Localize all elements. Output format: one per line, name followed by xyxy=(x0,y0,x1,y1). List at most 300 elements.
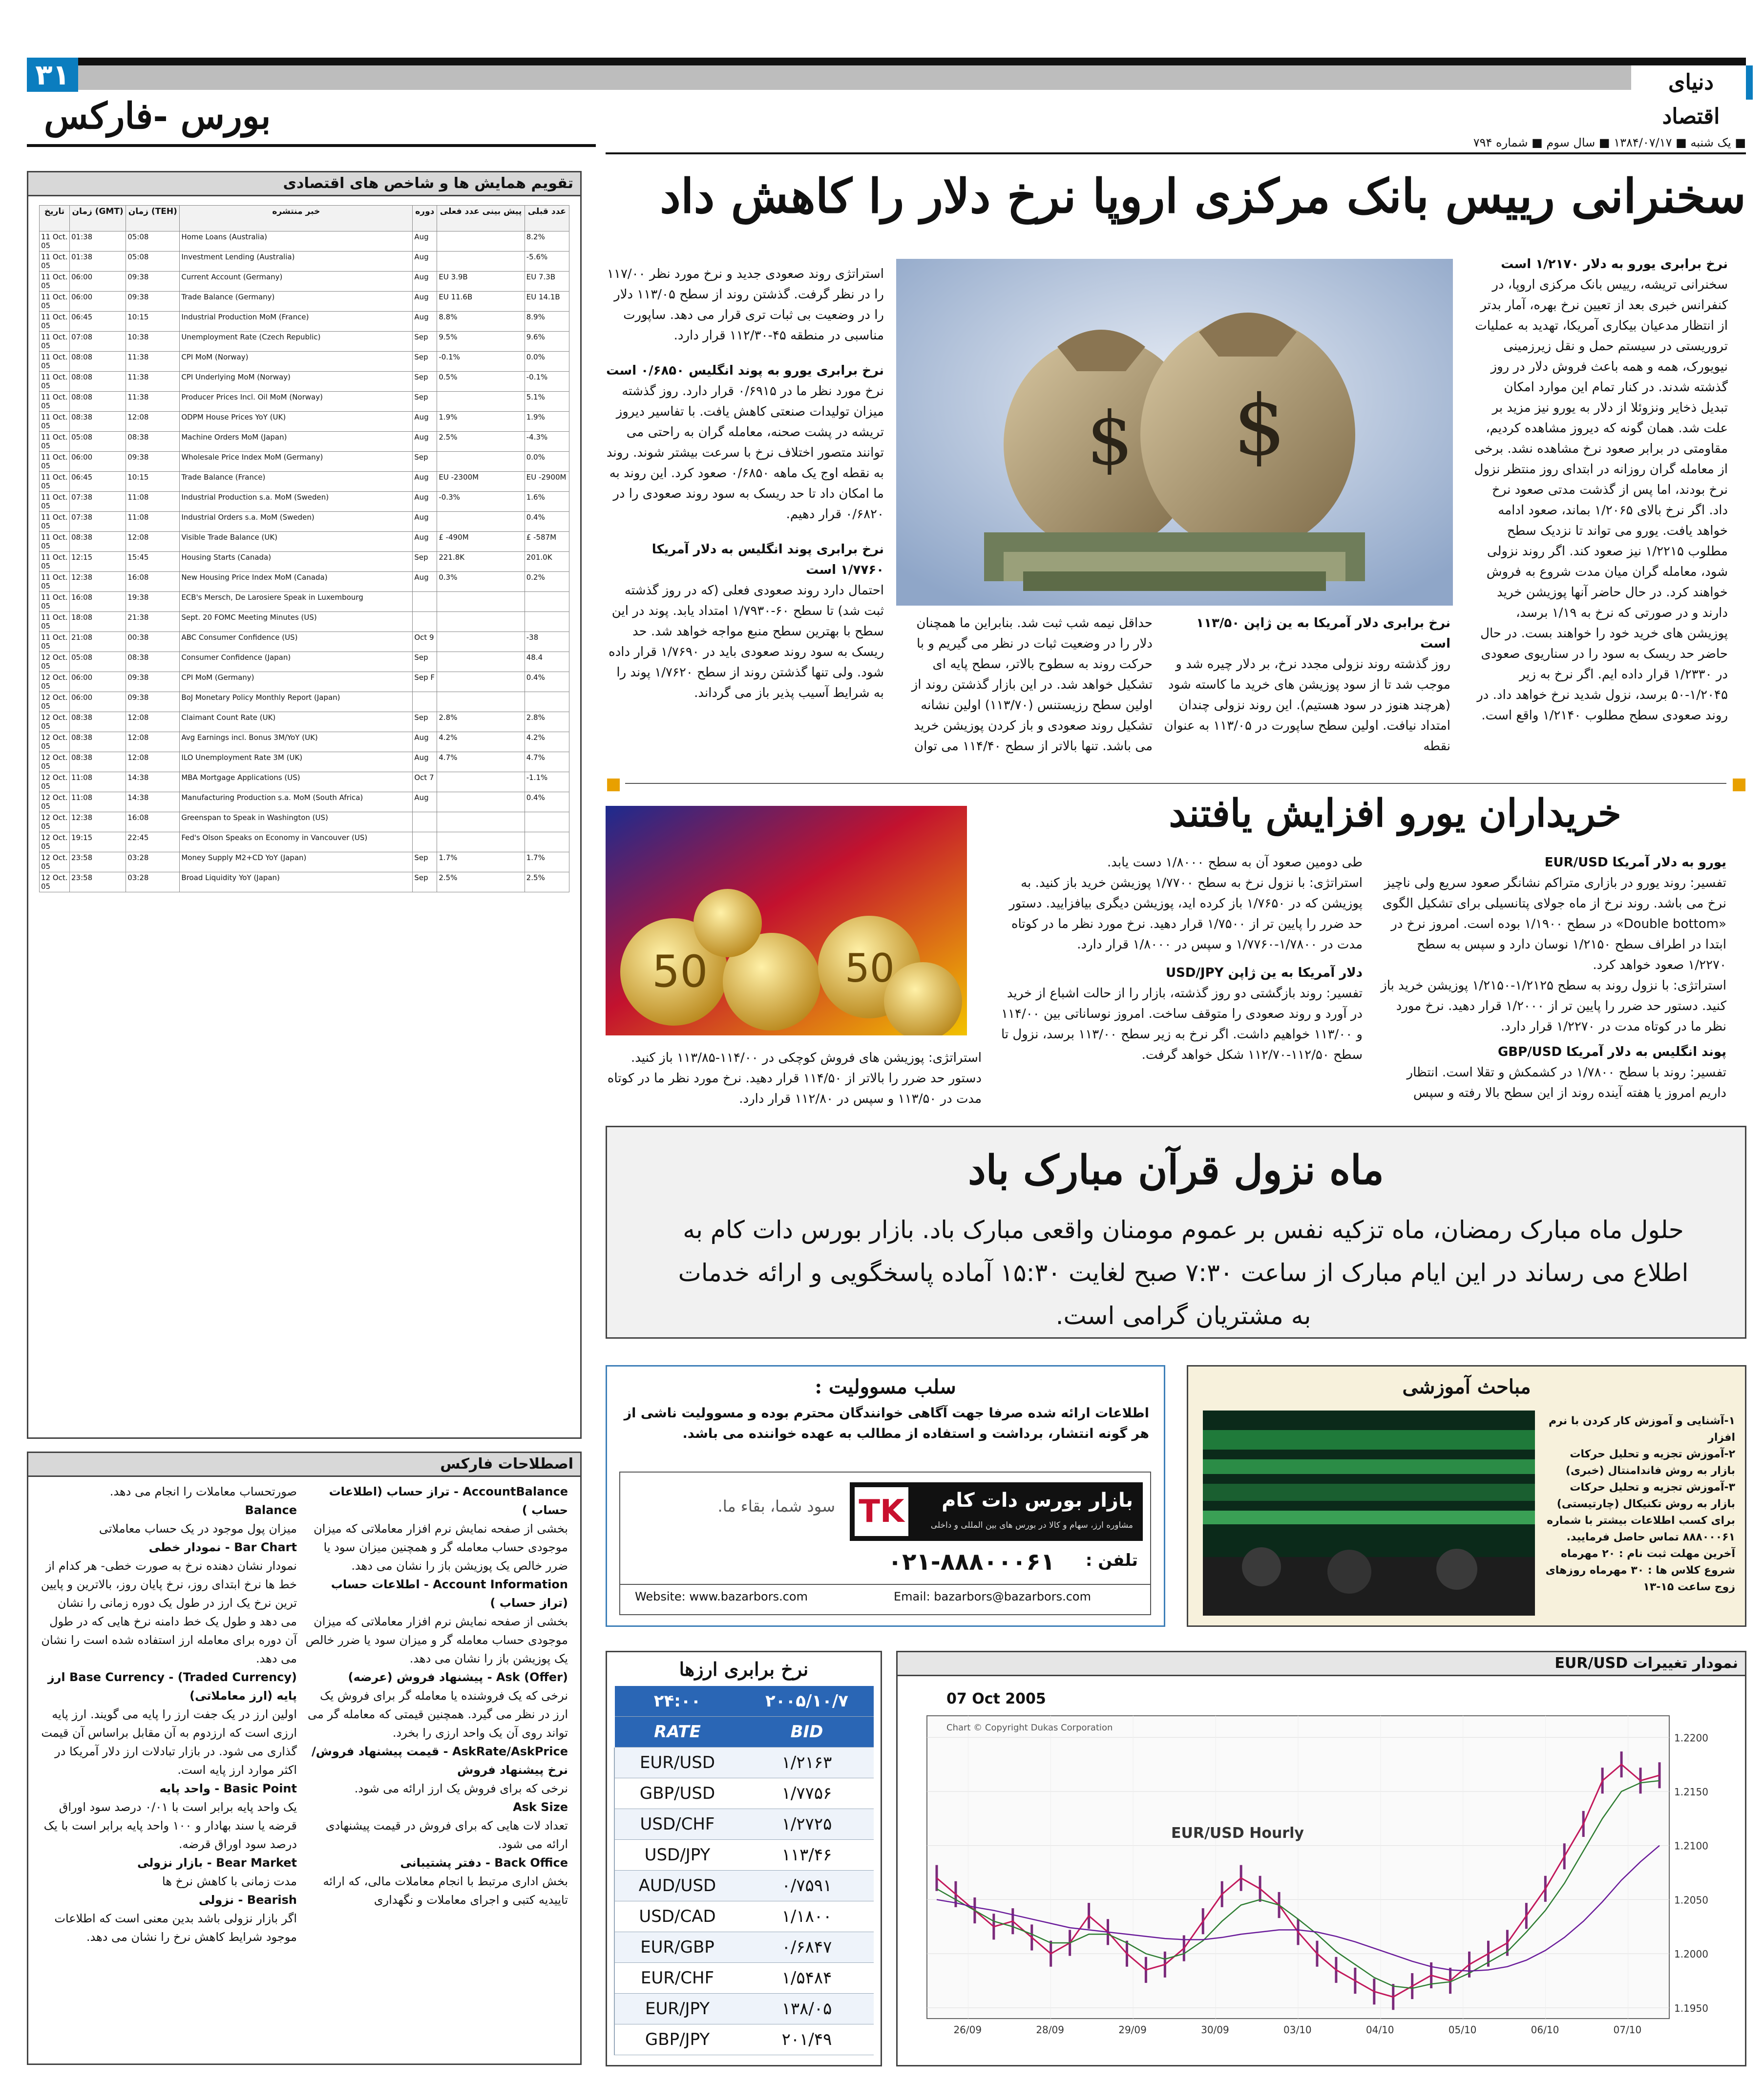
calendar-cell xyxy=(525,592,569,612)
x-tick-label: 06/10 xyxy=(1531,2024,1559,2036)
calendar-cell: 12:08 xyxy=(126,532,180,552)
eurusd-strategy: استراتژی: با نزول روند به سطح ۱/۲۱۲۵-۱/۲۱۵۰ پوزیشن خرید باز کنید. دستور حد ضرر را پایین تر از ۱/۲۰۰۰ قرار دهید. نرخ مورد نظر ما در کوتاه مدت در ۱/۲۲۷۰ قرار دارد. xyxy=(1381,978,1726,1034)
education-item: آخرین مهلت ثبت نام : ۲۰ مهرماه xyxy=(1560,1548,1735,1560)
calendar-row xyxy=(40,672,569,692)
article1-column-2 xyxy=(1162,613,1450,757)
calendar-row xyxy=(40,412,569,432)
glossary-definition: صورتحساب معاملات را انجام می دهد. xyxy=(109,1485,297,1498)
fx-row xyxy=(614,1963,874,1994)
article1-column-4 xyxy=(606,264,884,703)
ad-slogan: سود شما، بقاء ما. xyxy=(717,1497,835,1516)
fx-bid: ۰/۷۵۹۱ xyxy=(740,1871,874,1901)
calendar-cell: 11 Oct. 05 xyxy=(40,572,70,592)
glossary-term: Ask Size xyxy=(513,1800,568,1814)
calendar-cell: Visible Trade Balance (UK) xyxy=(180,532,413,552)
calendar-cell: 1.7% xyxy=(525,852,569,872)
calendar-cell xyxy=(413,832,437,852)
calendar-cell: 12 Oct. 05 xyxy=(40,652,70,672)
calendar-cell xyxy=(437,452,525,472)
calendar-cell: 05:08 xyxy=(70,432,126,452)
calendar-cell: ILO Unemployment Rate 3M (UK) xyxy=(180,752,413,772)
calendar-cell: ODPM House Prices YoY (UK) xyxy=(180,412,413,432)
calendar-cell: 11 Oct. 05 xyxy=(40,272,70,292)
calendar-cell: Sep xyxy=(413,852,437,872)
calendar-cell xyxy=(437,612,525,632)
chart-box-title: نمودار تغییرات EUR/USD xyxy=(898,1652,1745,1676)
calendar-cell: 4.7% xyxy=(525,752,569,772)
calendar-cell: 19:15 xyxy=(70,832,126,852)
glossary-definition: نمودار نشان دهنده نرخ به صورت خطی- هر کدام از خط ها نرخ ابتدای روز، نرخ پایان روز، بالاترین و پایین ترین نرخ یک ارز در طول یک دوره زمانی را نشان می دهد و طول یک خط دامنه نرخ هایی که در طول آن دوره برای معامله ارز استفاده شده است را نشان می دهد. xyxy=(41,1559,297,1665)
fx-row xyxy=(614,1809,874,1840)
glossary-definition: اگر بازار نزولی باشد بدین معنی است که اطلاعات موجود شرایط کاهش نرخ را نشان می دهد. xyxy=(54,1912,297,1944)
calendar-cell: 08:38 xyxy=(70,732,126,752)
calendar-cell: 1.9% xyxy=(525,412,569,432)
calendar-cell: ECB's Mersch, De Larosiere Speak in Luxembourg xyxy=(180,592,413,612)
calendar-cell: 11:38 xyxy=(126,372,180,392)
calendar-row xyxy=(40,332,569,352)
eurusd-text: تفسیر: روند یورو در بازاری متراکم نشانگر صعود سریع ولی ناچیز نرخ می باشد. روند نرخ از ماه جولای پتانسیلی برای تشکیل الگوی «Double bottom» در سطح ۱/۱۹۰۰ بوده است. امروز نرخ در ابتدا در اطراف سطح ۱/۲۱۵۰ نوسان دارد و سپس به سطح ۱/۲۲۷۰ صعود خواهد کرد. xyxy=(1382,876,1726,972)
y-tick-label: 1.2100 xyxy=(1674,1840,1708,1852)
calendar-row xyxy=(40,572,569,592)
x-tick-label: 05/10 xyxy=(1448,2024,1477,2036)
calendar-row xyxy=(40,352,569,372)
calendar-header-0: تاریخ xyxy=(40,206,70,232)
article2-column-right xyxy=(1377,852,1726,1103)
page-number: ۳۱ xyxy=(27,58,78,92)
calendar-cell: 09:38 xyxy=(126,292,180,312)
calendar-row xyxy=(40,272,569,292)
disclaimer-box xyxy=(606,1365,1165,1627)
calendar-cell: 11 Oct. 05 xyxy=(40,292,70,312)
article1-col2-text: روز گذشته روند نزولی مجدد نرخ، بر دلار چیره شد و موجب شد تا از سود پوزیشن های خرید ما کاسته شود (هرچند هنوز در سود هستیم). این روند نزولی چندان امتداد نیافت. اولین سطح ساپورت در ۱۱۳/۰۵ به عنوان نقطه xyxy=(1164,657,1450,754)
ornament-right: ■ xyxy=(1731,774,1747,794)
article2-headline: خریداران یورو افزایش یافتند xyxy=(1169,791,1621,836)
fx-bid: ۱/۲۱۶۳ xyxy=(740,1748,874,1778)
calendar-cell: 12 Oct. 05 xyxy=(40,812,70,832)
calendar-cell: 12:08 xyxy=(126,732,180,752)
calendar-cell: Sep F xyxy=(413,672,437,692)
calendar-cell: 22:45 xyxy=(126,832,180,852)
calendar-row xyxy=(40,652,569,672)
fx-pair: GBP/JPY xyxy=(614,2024,740,2055)
main-headline: سخنرانی رییس بانک مرکزی اروپا نرخ دلار را کاهش داد xyxy=(660,168,1746,224)
x-tick-label: 26/09 xyxy=(953,2024,982,2036)
calendar-row xyxy=(40,852,569,872)
calendar-cell: 11 Oct. 05 xyxy=(40,472,70,492)
glossary-box xyxy=(27,1452,582,2065)
calendar-cell: 12 Oct. 05 xyxy=(40,872,70,892)
fx-col-bid: BID xyxy=(740,1717,874,1748)
calendar-cell: Trade Balance (Germany) xyxy=(180,292,413,312)
fx-header-time: ۲۴:۰۰ xyxy=(614,1686,740,1717)
glossary-term: Balance xyxy=(245,1503,297,1517)
calendar-cell: 9.6% xyxy=(525,332,569,352)
calendar-cell xyxy=(525,692,569,712)
y-tick-label: 1.1950 xyxy=(1674,2002,1708,2014)
ramadan-text: حلول ماه مبارک رمضان، ماه تزکیه نفس بر عموم مومنان واقعی مبارک باد. بازار بورس دات کام به اطلاع می رساند در این ایام مبارک از ساعت ۷:۳۰ صبح لغایت ۱۵:۳۰ آماده پاسخگویی و ارائه خدمات به مشتریان گرامی است. xyxy=(678,1216,1689,1330)
glossary-term: Base Currency - (Traded Currency) ارز پایه (ارز معاملاتی) xyxy=(47,1670,297,1703)
fx-bid: ۰/۶۸۴۷ xyxy=(740,1932,874,1963)
calendar-cell: Oct 9 xyxy=(413,632,437,652)
trading-floor-illustration xyxy=(1203,1411,1535,1616)
calendar-cell: 11:38 xyxy=(126,392,180,412)
calendar-cell: 5.1% xyxy=(525,392,569,412)
euro-coins-photo xyxy=(606,806,967,1035)
svg-text:50: 50 xyxy=(845,946,895,991)
glossary-definition: تعداد لات هایی که برای فروش در قیمت پیشنهادی ارائه می شود. xyxy=(325,1819,568,1851)
ornament-left: ■ xyxy=(606,774,622,794)
calendar-cell: EU -2900M xyxy=(525,472,569,492)
calendar-cell: £ -587M xyxy=(525,532,569,552)
calendar-cell: 08:38 xyxy=(126,652,180,672)
calendar-cell: 01:38 xyxy=(70,252,126,272)
calendar-table-wrap xyxy=(28,196,580,901)
education-item: ۳-آموزش تجزیه و تحلیل حرکات بازار به روش تکنیکال (چارتیستی) xyxy=(1556,1481,1735,1510)
calendar-cell: Broad Liquidity YoY (Japan) xyxy=(180,872,413,892)
calendar-row xyxy=(40,772,569,792)
article1-col4-text-a: نرخ مورد نظر ما در ۰/۶۹۱۵ قرار دارد. روز گذشته میزان تولیدات صنعتی کاهش یافت. با تفاسیر دیروز تریشه در پشت صحنه، معامله گران به راحتی می توانند متصور اختلاف نرخ با سرعت بیشتر شوند. روند به نقطه اوج یک ماهه ۰/۶۸۵۰ صعود کرد. این روند به ما امکان داد تا حد ریسک به سود روند صعودی را در ۰/۶۸۲۰ قرار دهیم. xyxy=(606,384,884,522)
calendar-cell: 06:00 xyxy=(70,672,126,692)
svg-text:50: 50 xyxy=(652,946,708,997)
calendar-cell: 06:00 xyxy=(70,452,126,472)
calendar-cell: Aug xyxy=(413,492,437,512)
calendar-cell: 11 Oct. 05 xyxy=(40,492,70,512)
calendar-cell: 06:45 xyxy=(70,312,126,332)
calendar-cell: 1.9% xyxy=(437,412,525,432)
calendar-cell: 00:38 xyxy=(126,632,180,652)
calendar-cell: -0.1% xyxy=(437,352,525,372)
fx-pair: EUR/CHF xyxy=(614,1963,740,1994)
calendar-cell: Aug xyxy=(413,272,437,292)
calendar-row xyxy=(40,312,569,332)
ad-phone-label: تلفن : xyxy=(1085,1551,1138,1570)
calendar-cell: Greenspan to Speak in Washington (US) xyxy=(180,812,413,832)
calendar-cell: 11 Oct. 05 xyxy=(40,392,70,412)
chart-title: 07 Oct 2005 xyxy=(946,1690,1046,1707)
calendar-cell: 10:38 xyxy=(126,332,180,352)
calendar-cell: 18:08 xyxy=(70,612,126,632)
calendar-cell: 11 Oct. 05 xyxy=(40,452,70,472)
calendar-cell: 12 Oct. 05 xyxy=(40,732,70,752)
fx-row xyxy=(614,1932,874,1963)
fx-row xyxy=(614,1840,874,1871)
calendar-cell: 11:08 xyxy=(70,772,126,792)
calendar-cell: -1.1% xyxy=(525,772,569,792)
calendar-cell: Aug xyxy=(413,512,437,532)
calendar-row xyxy=(40,532,569,552)
calendar-cell: 06:00 xyxy=(70,292,126,312)
calendar-cell: 14:38 xyxy=(126,792,180,812)
chart-box xyxy=(896,1651,1746,2066)
y-tick-label: 1.2200 xyxy=(1674,1732,1708,1744)
glossary-term: Account Information - اطلاعات حساب (تراز حساب ) xyxy=(331,1578,568,1610)
calendar-row xyxy=(40,252,569,272)
calendar-cell: CPI MoM (Norway) xyxy=(180,352,413,372)
svg-text:$: $ xyxy=(1233,378,1286,474)
calendar-row xyxy=(40,612,569,632)
calendar-row xyxy=(40,372,569,392)
fx-table xyxy=(614,1686,874,2055)
calendar-cell: 21:08 xyxy=(70,632,126,652)
calendar-cell xyxy=(525,832,569,852)
calendar-cell: Aug xyxy=(413,732,437,752)
calendar-cell: CPI Underlying MoM (Norway) xyxy=(180,372,413,392)
calendar-cell: 2.8% xyxy=(525,712,569,732)
x-tick-label: 30/09 xyxy=(1201,2024,1229,2036)
calendar-cell: Machine Orders MoM (Japan) xyxy=(180,432,413,452)
calendar-cell: 4.2% xyxy=(437,732,525,752)
calendar-row xyxy=(40,792,569,812)
article1-column-1 xyxy=(1474,254,1728,726)
calendar-cell: 12:38 xyxy=(70,572,126,592)
ad-company-name: بازار بورس دات کام xyxy=(942,1489,1133,1512)
calendar-cell: Sep xyxy=(413,652,437,672)
calendar-cell: 12 Oct. 05 xyxy=(40,832,70,852)
calendar-row xyxy=(40,292,569,312)
calendar-cell xyxy=(437,512,525,532)
calendar-cell: 10:15 xyxy=(126,312,180,332)
calendar-cell: 21:38 xyxy=(126,612,180,632)
glossary-term: Back Office - دفتر پشتیبانی xyxy=(400,1856,568,1870)
calendar-cell: 8.8% xyxy=(437,312,525,332)
calendar-cell: 09:38 xyxy=(126,672,180,692)
calendar-cell xyxy=(413,692,437,712)
calendar-row xyxy=(40,392,569,412)
calendar-cell: Aug xyxy=(413,292,437,312)
calendar-cell: 0.5% xyxy=(437,372,525,392)
calendar-cell: 12 Oct. 05 xyxy=(40,672,70,692)
calendar-cell: MBA Mortgage Applications (US) xyxy=(180,772,413,792)
calendar-cell: Fed's Olson Speaks on Economy in Vancouver (US) xyxy=(180,832,413,852)
calendar-cell xyxy=(525,812,569,832)
calendar-cell: 11 Oct. 05 xyxy=(40,412,70,432)
calendar-cell: Aug xyxy=(413,432,437,452)
calendar-cell: 2.5% xyxy=(525,872,569,892)
calendar-cell: 11 Oct. 05 xyxy=(40,372,70,392)
glossary-definition: یک واحد پایه برابر است با ۰/۰۱ درصد سود اوراق قرضه یا سند بهادار و ۱۰۰ واحد پایه برابر است با یک درصد سود اوراق قرضه. xyxy=(43,1800,297,1851)
glossary-title: اصطلاحات فارکس xyxy=(28,1453,580,1477)
calendar-cell: 07:38 xyxy=(70,512,126,532)
x-tick-label: 04/10 xyxy=(1365,2024,1394,2036)
calendar-cell: 11:38 xyxy=(126,352,180,372)
calendar-cell: EU 7.3B xyxy=(525,272,569,292)
gbpusd-text: تفسیر: روند با سطح ۱/۷۸۰۰ در کشمکش و تقلا است. انتظار داریم امروز یا هفته آینده روند از این سطح بالا رفته و سپس xyxy=(1407,1065,1726,1100)
calendar-row xyxy=(40,632,569,652)
calendar-cell: 11:08 xyxy=(126,492,180,512)
fx-row xyxy=(614,1901,874,1932)
fx-pair: USD/CHF xyxy=(614,1809,740,1840)
calendar-cell: 11:08 xyxy=(70,792,126,812)
y-tick-label: 1.2150 xyxy=(1674,1786,1708,1798)
ad-email[interactable]: Email: bazarbors@bazarbors.com xyxy=(894,1590,1091,1603)
calendar-cell: Sep xyxy=(413,552,437,572)
calendar-cell: 12 Oct. 05 xyxy=(40,752,70,772)
education-item: ۱-آشنایی و آموزش کار کردن با نرم افزار xyxy=(1549,1415,1735,1444)
glossary-column-left xyxy=(38,1482,297,1946)
calendar-cell: 05:08 xyxy=(126,252,180,272)
calendar-row xyxy=(40,732,569,752)
calendar-cell: Home Loans (Australia) xyxy=(180,232,413,252)
calendar-cell: CPI MoM (Germany) xyxy=(180,672,413,692)
glossary-column-right xyxy=(304,1482,568,1909)
calendar-header-6: عدد قبلی xyxy=(525,206,569,232)
calendar-cell: 08:38 xyxy=(70,412,126,432)
education-item: شروع کلاس ها : ۳۰ مهرماه روزهای زوج ساعت ۱۵-۱۳ xyxy=(1545,1564,1735,1593)
chart-copyright: Chart © Copyright Dukas Corporation xyxy=(946,1723,1113,1733)
calendar-cell: 08:38 xyxy=(70,752,126,772)
glossary-term: Bear Market - بازار نزولی xyxy=(137,1856,297,1870)
calendar-cell: 8.2% xyxy=(525,232,569,252)
calendar-row xyxy=(40,552,569,572)
glossary-term: Bar Chart - نمودار خطی xyxy=(148,1540,297,1554)
education-list xyxy=(1545,1413,1735,1596)
article1-col2-heading: نرخ برابری دلار آمریکا به ین ژاپن ۱۱۳/۵۰ است xyxy=(1196,616,1450,651)
calendar-cell xyxy=(437,232,525,252)
section-title: بورس -فارکس xyxy=(44,95,271,137)
calendar-cell: Industrial Production MoM (France) xyxy=(180,312,413,332)
calendar-cell: 11 Oct. 05 xyxy=(40,592,70,612)
calendar-row xyxy=(40,812,569,832)
article2-rule xyxy=(625,783,1726,784)
gbpusd-title: پوند انگلیس به دلار آمریکا GBP/USD xyxy=(1497,1045,1726,1059)
fx-pair: EUR/JPY xyxy=(614,1994,740,2024)
calendar-cell: 11 Oct. 05 xyxy=(40,332,70,352)
calendar-cell xyxy=(437,812,525,832)
calendar-cell: -0.3% xyxy=(437,492,525,512)
ad-website[interactable]: Website: www.bazarbors.com xyxy=(635,1590,808,1603)
calendar-cell: 10:15 xyxy=(126,472,180,492)
fx-bid: ۱/۲۷۲۵ xyxy=(740,1809,874,1840)
calendar-cell: 07:08 xyxy=(70,332,126,352)
calendar-cell: EU 11.6B xyxy=(437,292,525,312)
education-item: برای کسب اطلاعات بیشتر با شماره ۸۸۸۰۰۰۶۱ تماس حاصل فرمایید. xyxy=(1547,1515,1735,1543)
calendar-row xyxy=(40,472,569,492)
usdjpy-text: تفسیر: روند بازگشتی دو روز گذشته، بازار را از حالت اشباع از خرید در آورد و روند صعودی را متوقف ساخت. امروز نوساناتی بین ۱۱۴/۰۰ و ۱۱۳/۰۰ خواهیم داشت. اگر نرخ به زیر سطح ۱۱۳/۰۰ برسد، نزول تا سطح ۱۱۲/۵۰-۱۱۲/۷۰ شکل خواهد گرفت. xyxy=(1001,986,1363,1062)
glossary-term: Bearish - نزولی xyxy=(198,1893,297,1907)
trading-floor-photo xyxy=(1203,1411,1535,1616)
glossary-definition: بخش اداری مرتبط با انجام معاملات مالی، که ارائه تاییدیه کتبی و اجرای معاملات و نگهداری xyxy=(323,1874,568,1907)
calendar-row xyxy=(40,752,569,772)
calendar-cell: 08:38 xyxy=(70,712,126,732)
glossary-definition: نرخی که برای فروش یک ارز ارائه می شود. xyxy=(354,1782,568,1795)
glossary-definition: مدت زمانی با کاهش نرخ ها xyxy=(162,1874,297,1888)
calendar-cell: 08:38 xyxy=(126,432,180,452)
calendar-cell xyxy=(437,392,525,412)
calendar-row xyxy=(40,452,569,472)
y-tick-label: 1.2000 xyxy=(1674,1948,1708,1960)
calendar-cell: Aug xyxy=(413,572,437,592)
fx-row xyxy=(614,1994,874,2024)
issue-divider xyxy=(606,152,1746,154)
calendar-row xyxy=(40,692,569,712)
advertisement xyxy=(619,1472,1151,1615)
calendar-cell: 08:08 xyxy=(70,352,126,372)
calendar-cell: 03:28 xyxy=(126,872,180,892)
calendar-cell xyxy=(413,592,437,612)
gbpusd-continued: طی دومین صعود آن به سطح ۱/۸۰۰۰ دست یابد. xyxy=(1107,855,1363,870)
calendar-cell: Unemployment Rate (Czech Republic) xyxy=(180,332,413,352)
glossary-definition: میزان پول موجود در یک حساب معاملاتی xyxy=(99,1522,297,1536)
calendar-cell xyxy=(437,652,525,672)
ad-banner xyxy=(850,1482,1143,1541)
money-bags-photo xyxy=(896,259,1453,606)
article1-col4-text-b: احتمال دارد روند صعودی فعلی (که در روز گذشته ثبت شد) تا سطح ۶۰-۱/۷۹۳۰ امتداد یابد. پوند در این سطح با بهترین سطح منبع مواجه خواهد شد. حد ریسک به سود روند صعودی باید در ۱/۷۶۹۰ قرار داده شود. ولی تنها گذشتن روند از سطح ۱/۷۶۲۰ پوند را به شرایط آسیب پذیر باز می گرداند. xyxy=(609,583,884,700)
calendar-cell: 06:45 xyxy=(70,472,126,492)
calendar-row xyxy=(40,832,569,852)
calendar-cell: Aug xyxy=(413,412,437,432)
usdjpy-title: دلار آمریکا به ین ژاپن USD/JPY xyxy=(1166,966,1363,980)
calendar-cell: 2.5% xyxy=(437,432,525,452)
fx-bid: ۲۰۱/۴۹ xyxy=(740,2024,874,2055)
calendar-cell: 19:38 xyxy=(126,592,180,612)
eurusd-chart xyxy=(907,1682,1733,2058)
calendar-cell: 08:38 xyxy=(70,532,126,552)
calendar-cell xyxy=(437,672,525,692)
glossary-term: Basic Point - واحد پایه xyxy=(159,1782,297,1795)
calendar-row xyxy=(40,592,569,612)
calendar-cell: Aug xyxy=(413,472,437,492)
calendar-cell: Sep xyxy=(413,872,437,892)
calendar-cell: Aug xyxy=(413,792,437,812)
calendar-cell: 8.9% xyxy=(525,312,569,332)
calendar-cell: EU -2300M xyxy=(437,472,525,492)
calendar-cell: 4.7% xyxy=(437,752,525,772)
calendar-cell: 0.0% xyxy=(525,452,569,472)
fx-pair: EUR/USD xyxy=(614,1748,740,1778)
calendar-cell: 12 Oct. 05 xyxy=(40,792,70,812)
article1-column-3: حداقل نیمه شب ثبت شد. بنابراین ما همچنان دلار را در وضعیت ثبات در نظر می گیریم و با حرکت روند به سطوح بالاتر، سطح پایه ای تشکیل خواهد شد. در این بازار گذشتن روند از اولین سطح رزیستنس (۱۱۳/۷۰) اولین نشانه تشکیل روند صعودی و باز کردن پوزیشن خرید می باشد. تنها بالاتر از سطح ۱۱۴/۴۰ می توان xyxy=(911,616,1153,754)
calendar-cell: 1.6% xyxy=(525,492,569,512)
calendar-cell xyxy=(437,592,525,612)
calendar-cell xyxy=(437,832,525,852)
calendar-cell: 09:38 xyxy=(126,272,180,292)
calendar-cell xyxy=(437,632,525,652)
calendar-cell: 16:08 xyxy=(126,812,180,832)
calendar-cell: Industrial Production s.a. MoM (Sweden) xyxy=(180,492,413,512)
calendar-box xyxy=(27,171,582,1439)
calendar-cell: Investment Lending (Australia) xyxy=(180,252,413,272)
fx-bid: ۱۱۳/۴۶ xyxy=(740,1840,874,1871)
calendar-cell: 23:58 xyxy=(70,852,126,872)
fx-title: نرخ برابری ارزها xyxy=(679,1658,809,1680)
calendar-cell: Aug xyxy=(413,232,437,252)
calendar-cell: 03:28 xyxy=(126,852,180,872)
fx-rates-box xyxy=(606,1651,882,2066)
calendar-cell: 05:08 xyxy=(70,652,126,672)
calendar-cell: Producer Prices Incl. Oil MoM (Norway) xyxy=(180,392,413,412)
calendar-cell: Consumer Confidence (Japan) xyxy=(180,652,413,672)
ad-divider xyxy=(620,1584,1150,1585)
ad-phone: ۰۲۱-۸۸۸۰۰۰۶۱ xyxy=(887,1548,1055,1576)
education-title: مباحث آموزشی xyxy=(1402,1375,1531,1398)
fx-row xyxy=(614,2024,874,2055)
calendar-cell: 12:38 xyxy=(70,812,126,832)
calendar-row xyxy=(40,492,569,512)
calendar-cell: 0.4% xyxy=(525,512,569,532)
fx-pair: USD/JPY xyxy=(614,1840,740,1871)
article1-col4-text-top: استراتژی روند صعودی جدید و نرخ مورد نظر ۱۱۷/۰۰ را در نظر گرفت. گذشتن روند از سطح ۱۱۳/۰۵ دلار را در وضعیت بی ثبات تری قرار می دهد. ساپورت مناسبی در منطقه ۴۵-۱۱۲/۳۰ قرار دارد. xyxy=(607,267,884,343)
calendar-cell: 14:38 xyxy=(126,772,180,792)
calendar-cell: 2.8% xyxy=(437,712,525,732)
fx-row xyxy=(614,1778,874,1809)
masthead-band xyxy=(78,65,1631,90)
calendar-cell: 12:08 xyxy=(126,712,180,732)
calendar-cell: -0.1% xyxy=(525,372,569,392)
calendar-cell xyxy=(525,612,569,632)
calendar-cell: Sep xyxy=(413,352,437,372)
calendar-cell: ABC Consumer Confidence (US) xyxy=(180,632,413,652)
calendar-header-4: دوره xyxy=(413,206,437,232)
